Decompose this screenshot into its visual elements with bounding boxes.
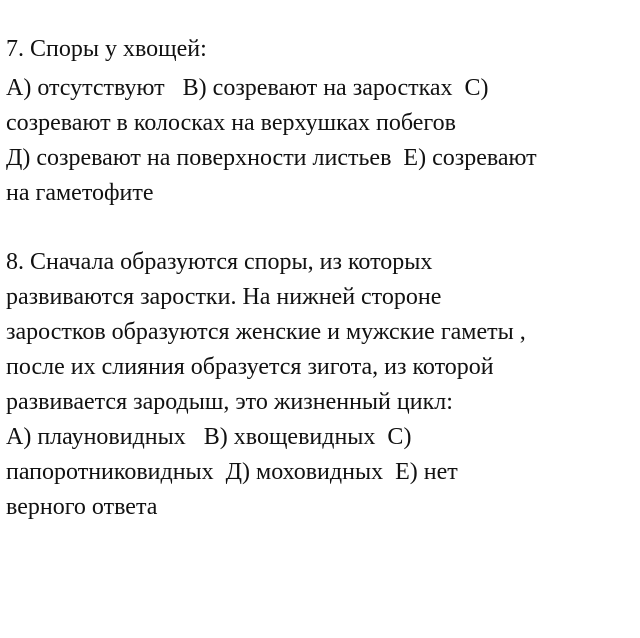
question-7-options-line-2: созревают в колосках на верхушках побегов (6, 110, 457, 136)
question-8-text-line-1: 8. Сначала образуются споры, из которых (6, 249, 433, 275)
question-7-title: 7. Споры у хвощей: (6, 36, 207, 62)
question-8-text-line-2: развиваются заростки. На нижней стороне (6, 284, 442, 310)
question-8-text-line-3: заростков образуются женские и мужские гаметы , (6, 319, 526, 345)
question-8-options-line-2: папоротниковидных Д) моховидных Е) нет (6, 459, 458, 485)
question-8-text-line-5: развивается зародыш, это жизненный цикл: (6, 389, 453, 415)
question-7-options-line-3: Д) созревают на поверхности листьев Е) созревают (6, 145, 537, 171)
question-8-options-line-1: А) плауновидных В) хвощевидных С) (6, 424, 412, 450)
question-8-text-line-4: после их слияния образуется зигота, из которой (6, 354, 494, 380)
question-7-options-line-4: на гаметофите (6, 180, 154, 206)
question-8-options-line-3: верного ответа (6, 494, 158, 520)
question-7-options-line-1: А) отсутствуют В) созревают на заростках С) (6, 75, 489, 101)
